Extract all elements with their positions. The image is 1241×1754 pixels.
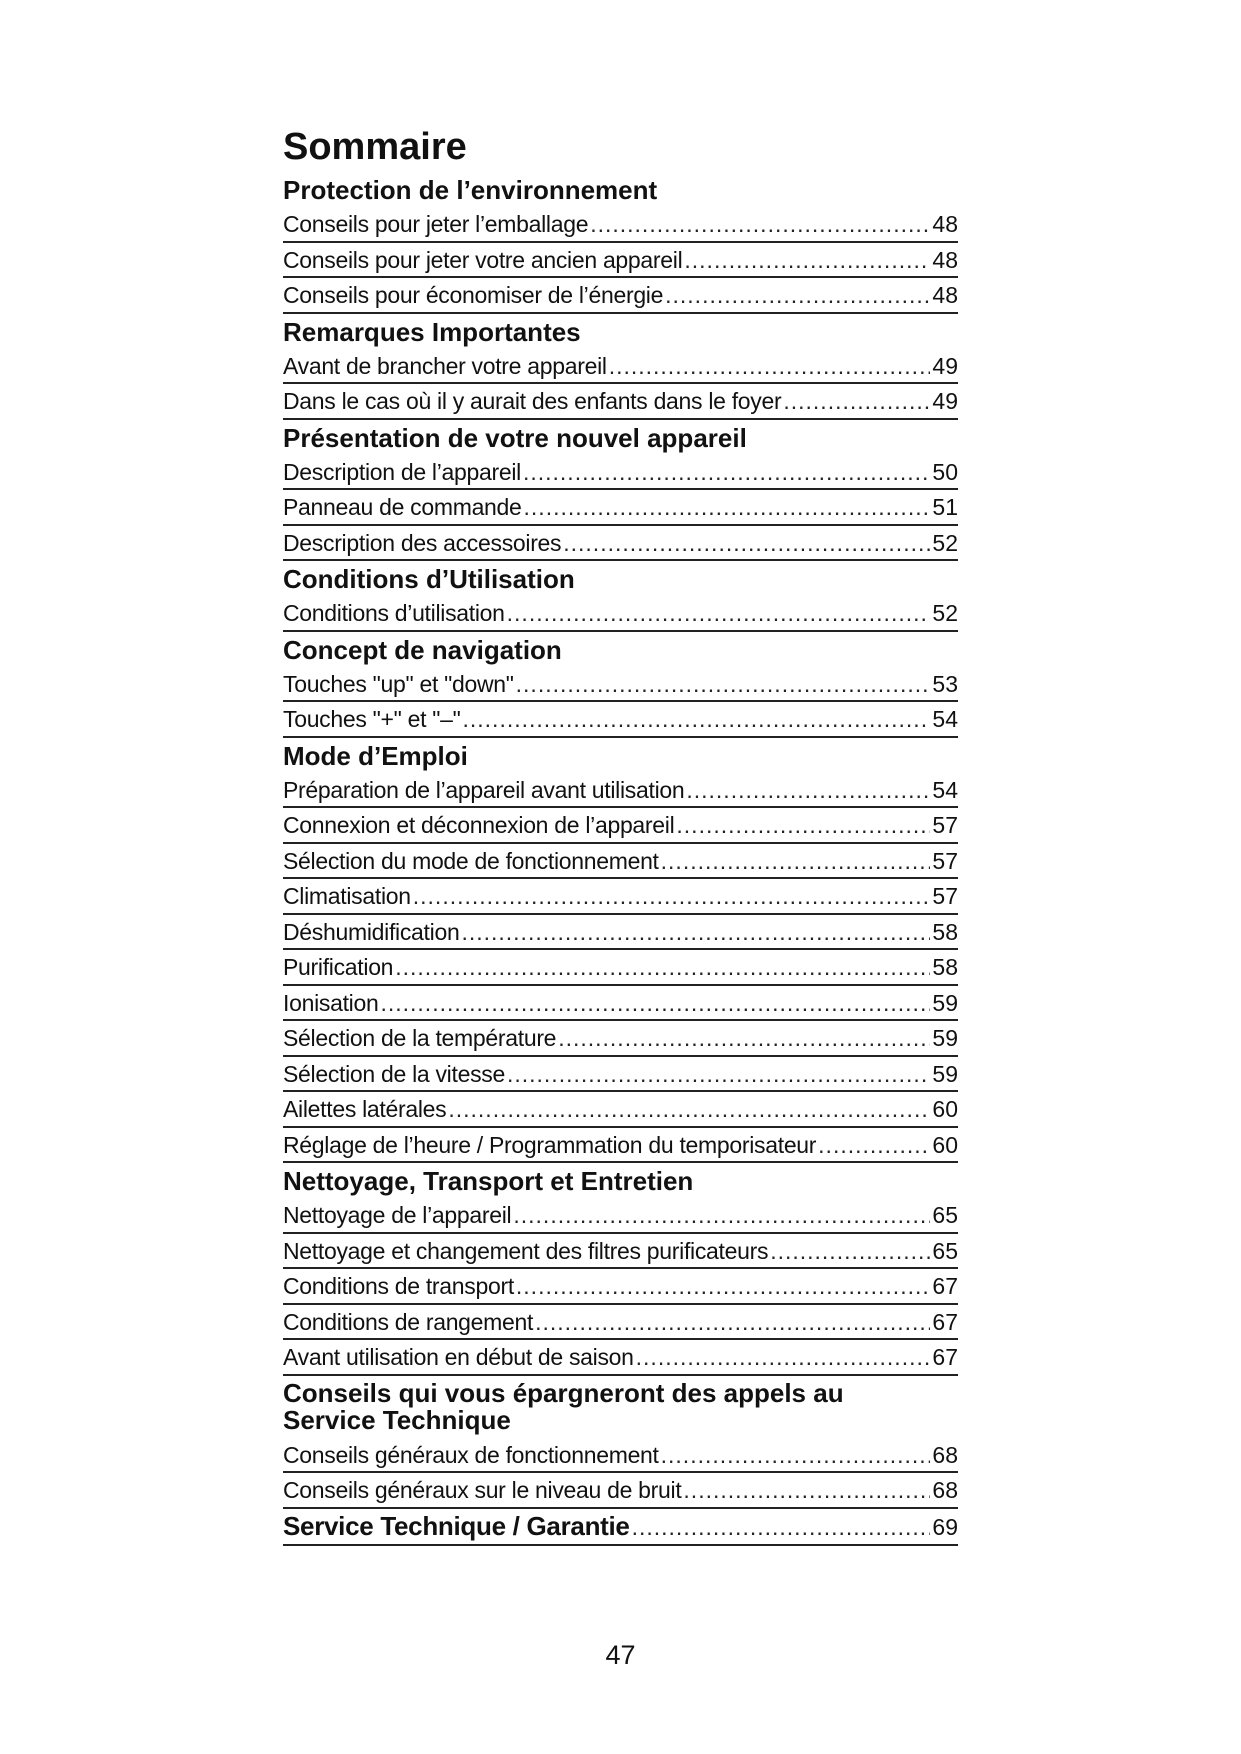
toc-entry-label: Ailettes latérales [283, 1096, 447, 1122]
dot-leader [818, 1128, 930, 1162]
toc-entry-label: Conditions de rangement [283, 1308, 534, 1335]
dot-leader [686, 773, 930, 807]
dot-leader [770, 1234, 930, 1268]
dot-leader [632, 1510, 931, 1544]
dot-leader [463, 702, 931, 736]
toc-entry-label: Avant utilisation en début de saison [283, 1344, 634, 1370]
toc-entry-page: 53 [932, 670, 958, 697]
dot-leader [380, 986, 930, 1020]
toc-entry[interactable] [283, 526, 958, 562]
toc-entry-page: 57 [932, 812, 958, 838]
dot-leader [683, 1473, 930, 1507]
toc-entry-label: Ionisation [283, 989, 379, 1016]
dot-leader [507, 596, 931, 630]
section-heading [283, 420, 958, 455]
toc-entry-page: 48 [932, 282, 958, 308]
toc-entry-page: 51 [932, 494, 958, 520]
dot-leader [516, 667, 931, 701]
dot-leader [783, 384, 930, 418]
toc-entry-label: Sélection de la température [283, 1025, 557, 1051]
toc-entry-label: Conseils pour jeter l’emballage [283, 211, 589, 237]
dot-leader [535, 1305, 930, 1339]
toc-entry-page: 59 [932, 1060, 958, 1087]
section-heading [283, 172, 958, 207]
toc-entry-page: 50 [932, 458, 958, 485]
toc-entry-label: Préparation de l’appareil avant utilisation [283, 776, 685, 803]
toc-entry-page: 60 [932, 1096, 958, 1122]
toc-entry-page: 58 [932, 954, 958, 980]
toc-entry[interactable] [283, 349, 958, 385]
toc-entry[interactable] [283, 773, 958, 809]
toc-entry-label: Purification [283, 954, 394, 980]
toc-entry-page: 54 [932, 776, 958, 803]
toc-entry[interactable] [283, 1438, 958, 1474]
toc-entry[interactable] [283, 1305, 958, 1341]
section-heading-text: Présentation de votre nouvel appareil [283, 422, 747, 453]
toc-entry-final[interactable] [283, 1509, 958, 1546]
toc-entry-label: Conseils généraux sur le niveau de bruit [283, 1477, 682, 1503]
toc-sections [283, 172, 958, 1509]
toc-entry-label: Conditions de transport [283, 1273, 514, 1299]
section-heading-text: Protection de l’environnement [283, 175, 658, 205]
toc-entry[interactable] [283, 490, 958, 526]
toc-entry[interactable] [283, 1128, 958, 1164]
toc-entry-label: Dans le cas où il y aurait des enfants dans le foyer [283, 388, 782, 414]
dot-leader [684, 243, 930, 277]
dot-leader [516, 1269, 931, 1303]
toc-entry[interactable] [283, 1092, 958, 1128]
section-heading-text: Mode d’Emploi [283, 740, 468, 771]
toc-entry-label: Climatisation [283, 883, 411, 909]
dot-leader [590, 207, 930, 241]
page-number: 47 [605, 1640, 636, 1670]
toc-entry[interactable] [283, 1340, 958, 1376]
dot-leader [563, 526, 930, 560]
toc-entry[interactable] [283, 596, 958, 632]
dot-leader [558, 1021, 930, 1055]
toc-entry[interactable] [283, 1021, 958, 1057]
dot-leader [513, 1198, 930, 1232]
toc-entry-label: Sélection du mode de fonctionnement [283, 847, 659, 874]
toc-entry-page: 67 [932, 1273, 958, 1299]
section-heading-text-line2: Service Technique [283, 1404, 511, 1435]
toc-entry[interactable] [283, 1269, 958, 1305]
toc-entry[interactable] [283, 702, 958, 738]
dot-leader [523, 455, 930, 489]
toc-entry-page: 59 [932, 1025, 958, 1051]
dot-leader [448, 1092, 930, 1126]
toc-entry[interactable] [283, 1198, 958, 1234]
toc-entry-label: Touches "+" et "–" [283, 706, 461, 732]
section-heading-text: Remarques Importantes [283, 316, 581, 347]
toc-entry-label: Sélection de la vitesse [283, 1060, 505, 1087]
section-heading [283, 1376, 958, 1438]
toc-entry-page: 65 [932, 1237, 958, 1264]
dot-leader [524, 490, 931, 524]
toc-entry[interactable] [283, 1473, 958, 1509]
section-heading-text: Concept de navigation [283, 634, 562, 665]
toc-entry[interactable] [283, 667, 958, 703]
dot-leader [661, 1438, 931, 1472]
section-heading [283, 738, 958, 773]
toc-entry-page: 54 [932, 706, 958, 732]
toc-entry-label: Description de l’appareil [283, 458, 521, 485]
dot-leader [636, 1340, 931, 1374]
toc-entry-label: Description des accessoires [283, 529, 562, 556]
toc-entry-page: 49 [932, 388, 958, 414]
toc-entry[interactable] [283, 1057, 958, 1093]
toc-entry-label: Conseils pour économiser de l’énergie [283, 282, 664, 308]
toc-entry-label: Conseils généraux de fonctionnement [283, 1441, 659, 1468]
toc-entry[interactable] [283, 1234, 958, 1270]
toc-entry-page: 57 [932, 847, 958, 874]
toc-entry-page: 65 [932, 1202, 958, 1228]
toc-entry-label: Déshumidification [283, 918, 460, 945]
dot-leader [676, 808, 930, 842]
toc-entry[interactable] [283, 384, 958, 420]
toc-entry-page: 48 [932, 246, 958, 273]
dot-leader [661, 844, 931, 878]
toc-entry[interactable] [283, 278, 958, 314]
toc-entry-page: 60 [932, 1131, 958, 1158]
section-heading-text: Conditions d’Utilisation [283, 564, 575, 594]
toc-entry-label: Réglage de l’heure / Programmation du temporisateur [283, 1131, 817, 1158]
table-of-contents [283, 124, 958, 1546]
toc-entry-label: Nettoyage de l’appareil [283, 1202, 512, 1228]
toc-entry-label: Service Technique / Garantie [283, 1510, 630, 1541]
toc-entry-page: 57 [932, 883, 958, 909]
toc-entry[interactable] [283, 808, 958, 844]
toc-entry-page: 49 [932, 352, 958, 379]
toc-entry-label: Conseils pour jeter votre ancien appareil [283, 246, 683, 273]
toc-entry[interactable] [283, 986, 958, 1022]
toc-entry-label: Avant de brancher votre appareil [283, 352, 607, 379]
section-heading [283, 632, 958, 667]
dot-leader [665, 278, 930, 312]
toc-entry-label: Panneau de commande [283, 494, 522, 520]
dot-leader [461, 915, 930, 949]
toc-entry-page: 67 [932, 1308, 958, 1335]
toc-entry[interactable] [283, 879, 958, 915]
toc-entry-page: 68 [932, 1477, 958, 1503]
toc-entry-page: 52 [932, 529, 958, 556]
toc-entry-label: Touches "up" et "down" [283, 670, 514, 697]
toc-entry-page: 48 [932, 211, 958, 237]
toc-entry-label: Nettoyage et changement des filtres purificateurs [283, 1237, 769, 1264]
section-heading-text: Conseils qui vous épargneront des appels au [283, 1377, 844, 1408]
toc-entry[interactable] [283, 207, 958, 243]
toc-entry-page: 58 [932, 918, 958, 945]
page-title: Sommaire [283, 126, 467, 168]
toc-entry[interactable] [283, 844, 958, 880]
dot-leader [395, 950, 930, 984]
toc-entry-label: Connexion et déconnexion de l’appareil [283, 812, 675, 838]
toc-entry-page: 67 [932, 1344, 958, 1370]
dot-leader [609, 349, 931, 383]
toc-entry[interactable] [283, 455, 958, 491]
toc-entry-page: 68 [932, 1441, 958, 1468]
dot-leader [413, 879, 931, 913]
section-heading [283, 1163, 958, 1198]
section-heading-text: Nettoyage, Transport et Entretien [283, 1166, 694, 1196]
toc-entry[interactable] [283, 950, 958, 986]
section-heading [283, 561, 958, 596]
toc-entry-page: 69 [932, 1513, 958, 1540]
section-heading [283, 314, 958, 349]
toc-entry-page: 52 [932, 600, 958, 626]
toc-entry-label: Conditions d’utilisation [283, 600, 505, 626]
toc-entry[interactable] [283, 243, 958, 279]
toc-entry[interactable] [283, 915, 958, 951]
toc-entry-page: 59 [932, 989, 958, 1016]
dot-leader [507, 1057, 930, 1091]
